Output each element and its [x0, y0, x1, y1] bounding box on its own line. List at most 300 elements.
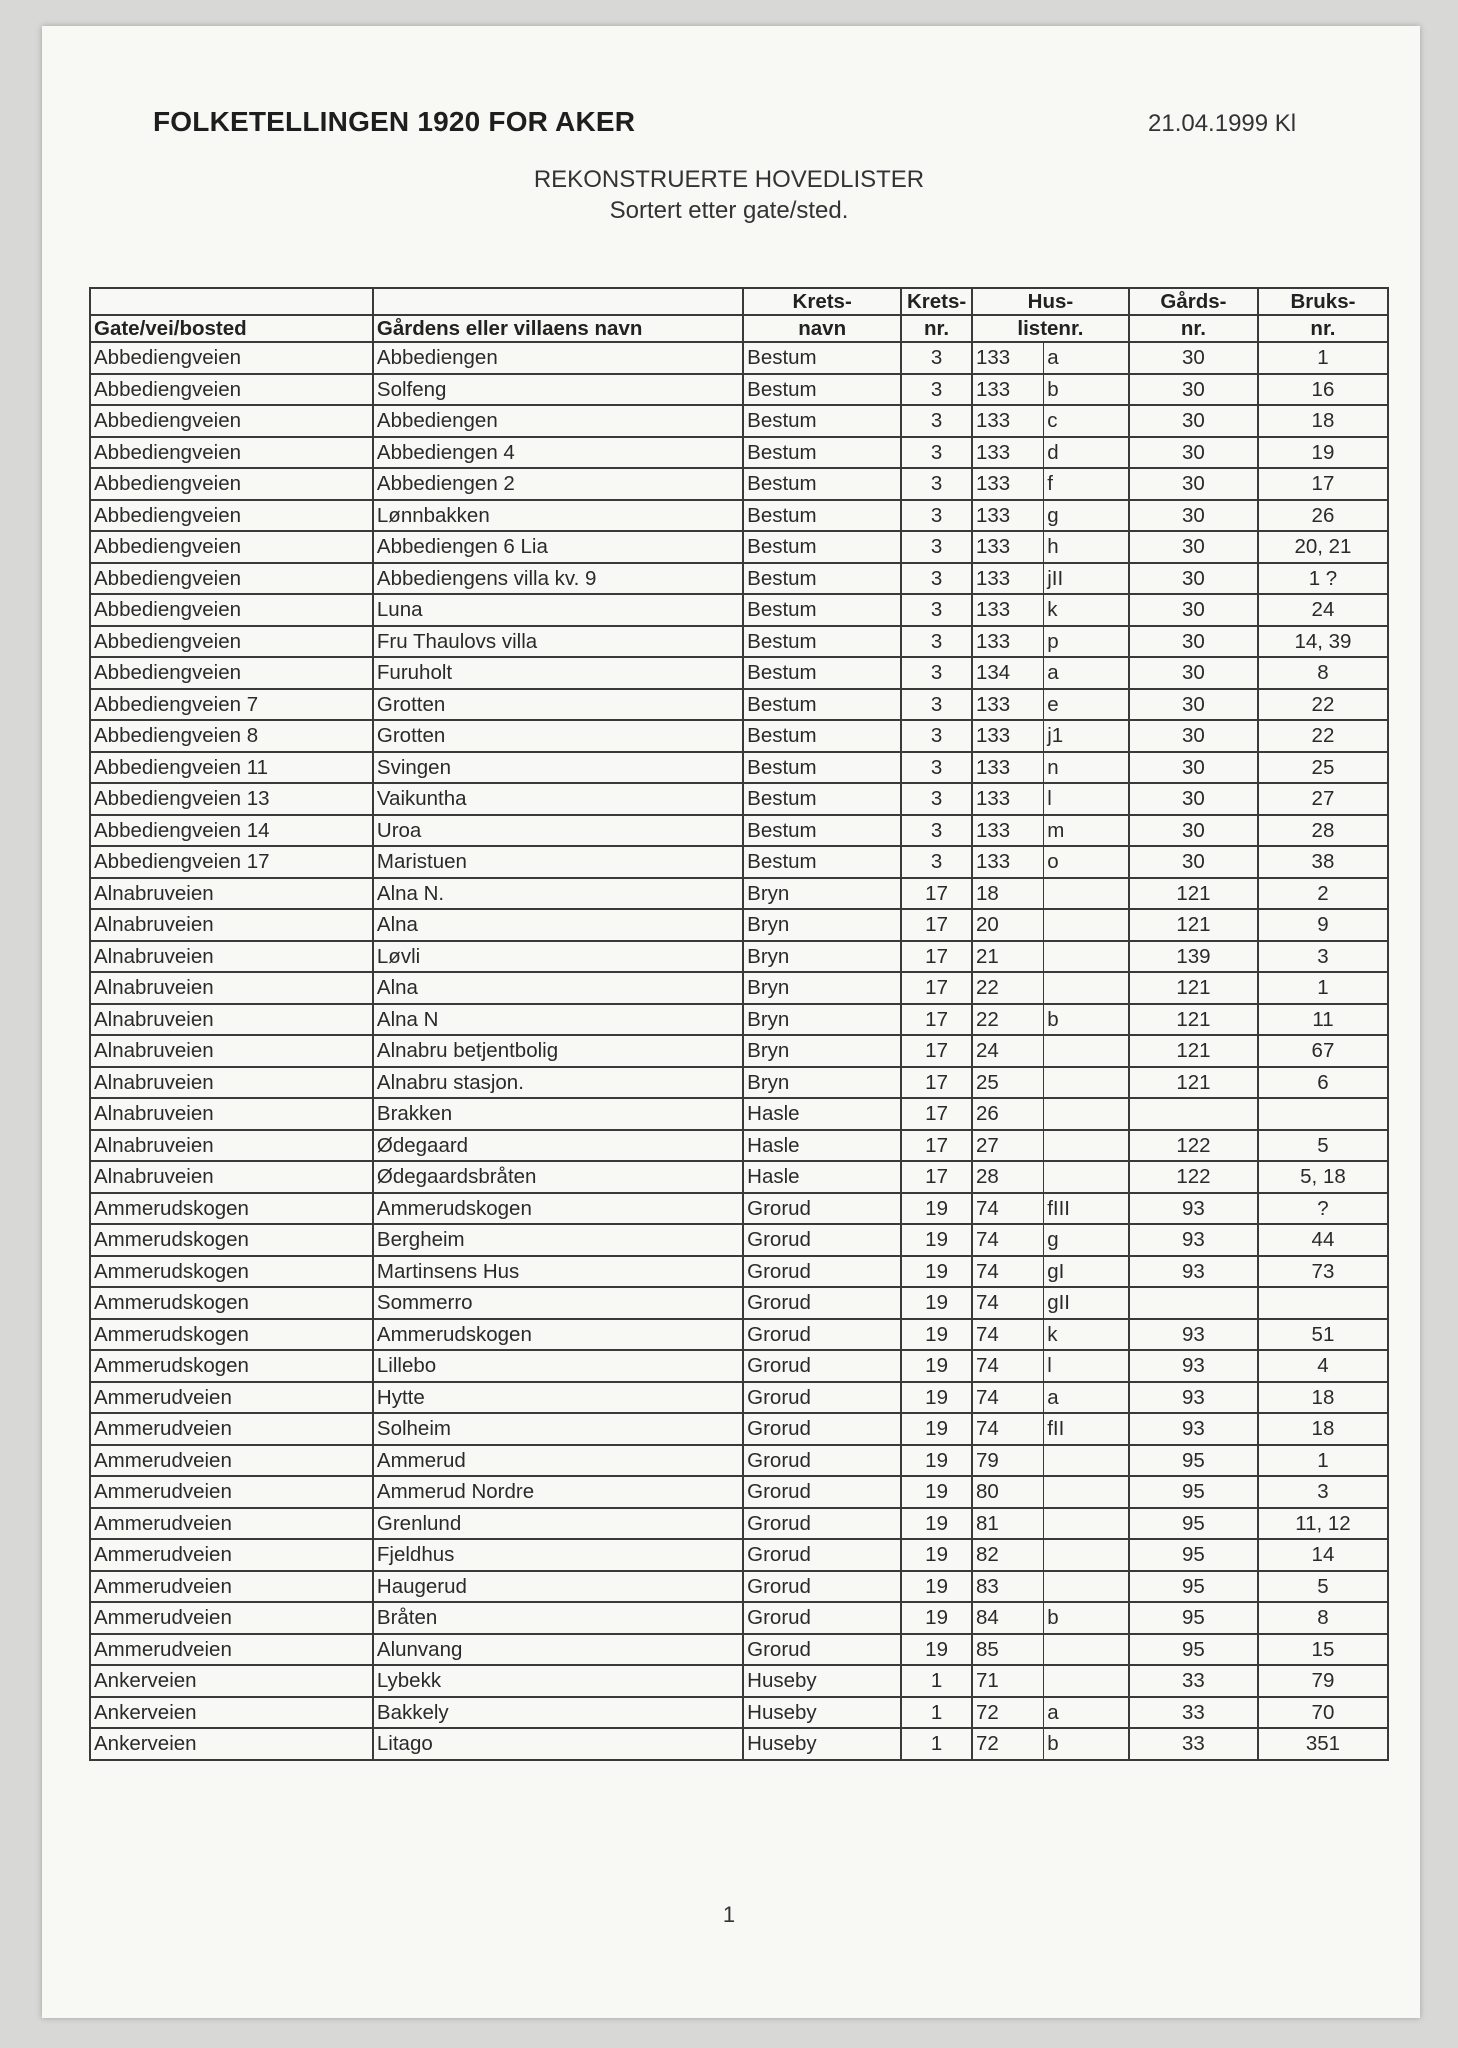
krets-navn-cell: Bestum — [743, 657, 901, 689]
farm-cell: Løvli — [373, 941, 743, 973]
bruks-nr-cell: 73 — [1258, 1256, 1388, 1288]
krets-navn-cell: Bestum — [743, 342, 901, 374]
house-suffix-cell: m — [1044, 815, 1129, 847]
bruks-nr-cell: 22 — [1258, 720, 1388, 752]
table-row — [90, 405, 1388, 437]
house-list-cell: 133 — [972, 342, 1044, 374]
house-suffix-cell: g — [1044, 1224, 1129, 1256]
street-cell: Abbediengveien 14 — [90, 815, 373, 847]
house-list-cell: 72 — [972, 1697, 1044, 1729]
gards-nr-cell: 93 — [1129, 1256, 1258, 1288]
house-suffix-cell: o — [1044, 846, 1129, 878]
krets-nr-cell: 19 — [901, 1508, 972, 1540]
table-row — [90, 500, 1388, 532]
farm-cell: Grotten — [373, 720, 743, 752]
farm-cell: Lillebo — [373, 1350, 743, 1382]
krets-nr-cell: 19 — [901, 1224, 972, 1256]
house-suffix-cell: d — [1044, 437, 1129, 469]
farm-cell: Lønnbakken — [373, 500, 743, 532]
bruks-nr-cell: 6 — [1258, 1067, 1388, 1099]
street-cell: Ammerudveien — [90, 1571, 373, 1603]
farm-cell: Maristuen — [373, 846, 743, 878]
house-list-cell: 134 — [972, 657, 1044, 689]
bruks-nr-cell: 18 — [1258, 1413, 1388, 1445]
house-list-cell: 18 — [972, 878, 1044, 910]
krets-nr-cell: 17 — [901, 1067, 972, 1099]
bruks-nr-cell: 3 — [1258, 941, 1388, 973]
krets-nr-cell: 3 — [901, 720, 972, 752]
krets-nr-cell: 17 — [901, 1098, 972, 1130]
table-row — [90, 1382, 1388, 1414]
gards-nr-cell: 93 — [1129, 1193, 1258, 1225]
house-suffix-cell — [1044, 1130, 1129, 1162]
house-suffix-cell: jII — [1044, 563, 1129, 595]
table-row — [90, 1319, 1388, 1351]
krets-nr-cell: 1 — [901, 1665, 972, 1697]
krets-nr-cell: 3 — [901, 437, 972, 469]
page-number: 1 — [722, 1902, 736, 1927]
table-row — [90, 342, 1388, 374]
farm-cell: Alunvang — [373, 1634, 743, 1666]
house-suffix-cell — [1044, 1161, 1129, 1193]
krets-navn-cell: Bestum — [743, 815, 901, 847]
house-list-cell: 20 — [972, 909, 1044, 941]
bruks-nr-cell: 28 — [1258, 815, 1388, 847]
subtitle-line-1: REKONSTRUERTE HOVEDLISTER — [533, 166, 925, 193]
table-row — [90, 815, 1388, 847]
farm-cell: Hytte — [373, 1382, 743, 1414]
krets-navn-cell: Bestum — [743, 720, 901, 752]
house-list-cell: 81 — [972, 1508, 1044, 1540]
gards-nr-cell: 95 — [1129, 1634, 1258, 1666]
krets-nr-cell: 3 — [901, 626, 972, 658]
street-cell: Ankerveien — [90, 1665, 373, 1697]
gards-nr-cell: 122 — [1129, 1161, 1258, 1193]
street-cell: Ammerudveien — [90, 1476, 373, 1508]
house-list-cell: 25 — [972, 1067, 1044, 1099]
header-bruks: nr. — [1258, 315, 1388, 342]
gards-nr-cell: 93 — [1129, 1350, 1258, 1382]
gards-nr-cell: 30 — [1129, 626, 1258, 658]
bruks-nr-cell: 26 — [1258, 500, 1388, 532]
gards-nr-cell: 30 — [1129, 342, 1258, 374]
street-cell: Alnabruveien — [90, 941, 373, 973]
house-suffix-cell: g — [1044, 500, 1129, 532]
farm-cell: Ammerudskogen — [373, 1319, 743, 1351]
street-cell: Abbediengveien 17 — [90, 846, 373, 878]
house-suffix-cell — [1044, 1035, 1129, 1067]
gards-nr-cell: 30 — [1129, 594, 1258, 626]
house-suffix-cell — [1044, 1539, 1129, 1571]
gards-nr-cell: 30 — [1129, 846, 1258, 878]
gards-nr-cell: 139 — [1129, 941, 1258, 973]
krets-navn-cell: Grorud — [743, 1319, 901, 1351]
farm-cell: Abbediengen 2 — [373, 468, 743, 500]
bruks-nr-cell: 38 — [1258, 846, 1388, 878]
street-cell: Ammerudskogen — [90, 1287, 373, 1319]
house-suffix-cell — [1044, 1476, 1129, 1508]
krets-nr-cell: 1 — [901, 1697, 972, 1729]
table-row — [90, 594, 1388, 626]
table-row — [90, 468, 1388, 500]
street-cell: Abbediengveien — [90, 342, 373, 374]
krets-navn-cell: Bestum — [743, 374, 901, 406]
bruks-nr-cell: 2 — [1258, 878, 1388, 910]
farm-cell: Litago — [373, 1728, 743, 1760]
farm-cell: Abbediengen 4 — [373, 437, 743, 469]
bruks-nr-cell: 70 — [1258, 1697, 1388, 1729]
house-list-cell: 74 — [972, 1413, 1044, 1445]
krets-navn-cell: Bestum — [743, 783, 901, 815]
gards-nr-cell: 95 — [1129, 1571, 1258, 1603]
gards-nr-cell: 30 — [1129, 783, 1258, 815]
house-list-cell: 82 — [972, 1539, 1044, 1571]
house-suffix-cell: b — [1044, 1004, 1129, 1036]
krets-nr-cell: 19 — [901, 1413, 972, 1445]
table-row — [90, 1697, 1388, 1729]
house-list-cell: 72 — [972, 1728, 1044, 1760]
table-row — [90, 1098, 1388, 1130]
farm-cell: Fru Thaulovs villa — [373, 626, 743, 658]
farm-cell: Ødegaardsbråten — [373, 1161, 743, 1193]
krets-navn-cell: Grorud — [743, 1413, 901, 1445]
house-list-cell: 133 — [972, 720, 1044, 752]
krets-navn-cell: Bryn — [743, 941, 901, 973]
house-suffix-cell: p — [1044, 626, 1129, 658]
gards-nr-cell: 30 — [1129, 720, 1258, 752]
header-street-top — [90, 288, 373, 315]
table-row — [90, 1476, 1388, 1508]
street-cell: Alnabruveien — [90, 1130, 373, 1162]
table-row — [90, 563, 1388, 595]
bruks-nr-cell: 11, 12 — [1258, 1508, 1388, 1540]
table-row — [90, 1634, 1388, 1666]
street-cell: Abbediengveien 7 — [90, 689, 373, 721]
krets-nr-cell: 17 — [901, 1035, 972, 1067]
krets-navn-cell: Bestum — [743, 563, 901, 595]
header-hus: listenr. — [972, 315, 1129, 342]
street-cell: Alnabruveien — [90, 1161, 373, 1193]
gards-nr-cell: 95 — [1129, 1476, 1258, 1508]
street-cell: Alnabruveien — [90, 1035, 373, 1067]
street-cell: Alnabruveien — [90, 1098, 373, 1130]
street-cell: Alnabruveien — [90, 909, 373, 941]
krets-nr-cell: 19 — [901, 1350, 972, 1382]
header-krets-navn-top: Krets- — [743, 288, 901, 315]
krets-navn-cell: Bestum — [743, 752, 901, 784]
krets-nr-cell: 17 — [901, 909, 972, 941]
farm-cell: Grenlund — [373, 1508, 743, 1540]
bruks-nr-cell: 18 — [1258, 405, 1388, 437]
farm-cell: Grotten — [373, 689, 743, 721]
house-suffix-cell — [1044, 1634, 1129, 1666]
krets-navn-cell: Bryn — [743, 1067, 901, 1099]
document-date: 21.04.1999 Kl — [1148, 110, 1297, 137]
street-cell: Ammerudveien — [90, 1508, 373, 1540]
house-list-cell: 85 — [972, 1634, 1044, 1666]
bruks-nr-cell: 25 — [1258, 752, 1388, 784]
gards-nr-cell: 30 — [1129, 531, 1258, 563]
farm-cell: Martinsens Hus — [373, 1256, 743, 1288]
street-cell: Ammerudveien — [90, 1413, 373, 1445]
street-cell: Ammerudveien — [90, 1634, 373, 1666]
street-cell: Alnabruveien — [90, 1004, 373, 1036]
krets-navn-cell: Bestum — [743, 405, 901, 437]
house-suffix-cell — [1044, 1571, 1129, 1603]
table-row — [90, 752, 1388, 784]
street-cell: Ammerudveien — [90, 1539, 373, 1571]
house-list-cell: 21 — [972, 941, 1044, 973]
bruks-nr-cell: 1 ? — [1258, 563, 1388, 595]
house-suffix-cell — [1044, 909, 1129, 941]
krets-navn-cell: Bestum — [743, 689, 901, 721]
gards-nr-cell: 121 — [1129, 1004, 1258, 1036]
street-cell: Abbediengveien — [90, 500, 373, 532]
krets-navn-cell: Grorud — [743, 1382, 901, 1414]
krets-navn-cell: Huseby — [743, 1697, 901, 1729]
farm-cell: Ødegaard — [373, 1130, 743, 1162]
house-suffix-cell: l — [1044, 783, 1129, 815]
house-list-cell: 133 — [972, 689, 1044, 721]
krets-navn-cell: Grorud — [743, 1350, 901, 1382]
house-list-cell: 83 — [972, 1571, 1044, 1603]
bruks-nr-cell: 8 — [1258, 1602, 1388, 1634]
house-suffix-cell: f — [1044, 468, 1129, 500]
farm-cell: Ammerud — [373, 1445, 743, 1477]
house-suffix-cell — [1044, 1098, 1129, 1130]
table-row — [90, 1665, 1388, 1697]
house-list-cell: 71 — [972, 1665, 1044, 1697]
bruks-nr-cell: 1 — [1258, 1445, 1388, 1477]
bruks-nr-cell: 44 — [1258, 1224, 1388, 1256]
bruks-nr-cell: 51 — [1258, 1319, 1388, 1351]
table-row — [90, 531, 1388, 563]
bruks-nr-cell: 14, 39 — [1258, 626, 1388, 658]
bruks-nr-cell: 1 — [1258, 342, 1388, 374]
street-cell: Alnabruveien — [90, 972, 373, 1004]
bruks-nr-cell: 17 — [1258, 468, 1388, 500]
header-farm: Gårdens eller villaens navn — [373, 315, 743, 342]
table-row — [90, 374, 1388, 406]
farm-cell: Abbediengens villa kv. 9 — [373, 563, 743, 595]
house-suffix-cell: k — [1044, 1319, 1129, 1351]
gards-nr-cell: 121 — [1129, 909, 1258, 941]
farm-cell: Alna N. — [373, 878, 743, 910]
table-row — [90, 1067, 1388, 1099]
house-suffix-cell: fIII — [1044, 1193, 1129, 1225]
house-list-cell: 28 — [972, 1161, 1044, 1193]
krets-nr-cell: 19 — [901, 1193, 972, 1225]
house-list-cell: 84 — [972, 1602, 1044, 1634]
krets-navn-cell: Bestum — [743, 626, 901, 658]
gards-nr-cell — [1129, 1098, 1258, 1130]
gards-nr-cell: 30 — [1129, 563, 1258, 595]
krets-nr-cell: 3 — [901, 342, 972, 374]
street-cell: Abbediengveien 11 — [90, 752, 373, 784]
farm-cell: Luna — [373, 594, 743, 626]
bruks-nr-cell: 14 — [1258, 1539, 1388, 1571]
table-row — [90, 783, 1388, 815]
bruks-nr-cell: 3 — [1258, 1476, 1388, 1508]
krets-nr-cell: 3 — [901, 846, 972, 878]
house-suffix-cell: a — [1044, 1697, 1129, 1729]
house-list-cell: 74 — [972, 1224, 1044, 1256]
street-cell: Abbediengveien — [90, 594, 373, 626]
krets-navn-cell: Huseby — [743, 1665, 901, 1697]
table-row — [90, 689, 1388, 721]
bruks-nr-cell: 18 — [1258, 1382, 1388, 1414]
bruks-nr-cell: 8 — [1258, 657, 1388, 689]
krets-nr-cell: 19 — [901, 1571, 972, 1603]
gards-nr-cell: 30 — [1129, 752, 1258, 784]
krets-nr-cell: 17 — [901, 972, 972, 1004]
header-krets-nr-top: Krets- — [901, 288, 972, 315]
gards-nr-cell: 95 — [1129, 1508, 1258, 1540]
krets-navn-cell: Bestum — [743, 468, 901, 500]
street-cell: Ammerudskogen — [90, 1350, 373, 1382]
house-list-cell: 133 — [972, 437, 1044, 469]
street-cell: Abbediengveien — [90, 405, 373, 437]
house-suffix-cell: j1 — [1044, 720, 1129, 752]
bruks-nr-cell: 5 — [1258, 1571, 1388, 1603]
header-row-bottom — [90, 315, 1388, 342]
bruks-nr-cell: 27 — [1258, 783, 1388, 815]
krets-nr-cell: 17 — [901, 941, 972, 973]
house-list-cell: 22 — [972, 1004, 1044, 1036]
street-cell: Abbediengveien 8 — [90, 720, 373, 752]
gards-nr-cell: 121 — [1129, 878, 1258, 910]
street-cell: Abbediengveien — [90, 626, 373, 658]
gards-nr-cell: 33 — [1129, 1665, 1258, 1697]
krets-navn-cell: Bestum — [743, 531, 901, 563]
gards-nr-cell: 33 — [1129, 1697, 1258, 1729]
house-list-cell: 74 — [972, 1382, 1044, 1414]
table-row — [90, 1571, 1388, 1603]
table-body — [90, 342, 1388, 1760]
table-row — [90, 1539, 1388, 1571]
krets-navn-cell: Bryn — [743, 972, 901, 1004]
bruks-nr-cell: ? — [1258, 1193, 1388, 1225]
street-cell: Abbediengveien — [90, 468, 373, 500]
krets-nr-cell: 19 — [901, 1287, 972, 1319]
krets-nr-cell: 19 — [901, 1539, 972, 1571]
street-cell: Abbediengveien — [90, 531, 373, 563]
bruks-nr-cell: 5, 18 — [1258, 1161, 1388, 1193]
krets-navn-cell: Bestum — [743, 437, 901, 469]
table-row — [90, 657, 1388, 689]
krets-nr-cell: 19 — [901, 1319, 972, 1351]
bruks-nr-cell: 19 — [1258, 437, 1388, 469]
house-suffix-cell — [1044, 878, 1129, 910]
subtitle-line-2: Sortert etter gate/sted. — [609, 197, 849, 224]
street-cell: Ankerveien — [90, 1728, 373, 1760]
house-suffix-cell — [1044, 941, 1129, 973]
house-list-cell: 74 — [972, 1350, 1044, 1382]
krets-navn-cell: Grorud — [743, 1571, 901, 1603]
table-row — [90, 1256, 1388, 1288]
table-row — [90, 1287, 1388, 1319]
gards-nr-cell: 93 — [1129, 1413, 1258, 1445]
krets-navn-cell: Bryn — [743, 878, 901, 910]
house-list-cell: 133 — [972, 594, 1044, 626]
krets-navn-cell: Bryn — [743, 1035, 901, 1067]
house-list-cell: 133 — [972, 815, 1044, 847]
street-cell: Ankerveien — [90, 1697, 373, 1729]
bruks-nr-cell: 4 — [1258, 1350, 1388, 1382]
house-list-cell: 80 — [972, 1476, 1044, 1508]
house-suffix-cell — [1044, 972, 1129, 1004]
header-krets-nr: nr. — [901, 315, 972, 342]
krets-nr-cell: 3 — [901, 374, 972, 406]
gards-nr-cell: 121 — [1129, 1067, 1258, 1099]
krets-nr-cell: 3 — [901, 531, 972, 563]
krets-navn-cell: Bestum — [743, 594, 901, 626]
krets-navn-cell: Grorud — [743, 1224, 901, 1256]
table-row — [90, 1035, 1388, 1067]
street-cell: Abbediengveien 13 — [90, 783, 373, 815]
gards-nr-cell: 121 — [1129, 972, 1258, 1004]
krets-navn-cell: Hasle — [743, 1161, 901, 1193]
gards-nr-cell: 93 — [1129, 1382, 1258, 1414]
krets-navn-cell: Bryn — [743, 909, 901, 941]
farm-cell: Alna — [373, 972, 743, 1004]
gards-nr-cell — [1129, 1287, 1258, 1319]
bruks-nr-cell: 1 — [1258, 972, 1388, 1004]
table-row — [90, 1161, 1388, 1193]
farm-cell: Bakkely — [373, 1697, 743, 1729]
table-row — [90, 846, 1388, 878]
farm-cell: Fjeldhus — [373, 1539, 743, 1571]
farm-cell: Haugerud — [373, 1571, 743, 1603]
farm-cell: Ammerudskogen — [373, 1193, 743, 1225]
krets-nr-cell: 1 — [901, 1728, 972, 1760]
krets-nr-cell: 19 — [901, 1476, 972, 1508]
krets-nr-cell: 3 — [901, 500, 972, 532]
farm-cell: Ammerud Nordre — [373, 1476, 743, 1508]
table-row — [90, 1193, 1388, 1225]
krets-nr-cell: 17 — [901, 1161, 972, 1193]
street-cell: Ammerudveien — [90, 1382, 373, 1414]
krets-nr-cell: 19 — [901, 1382, 972, 1414]
gards-nr-cell: 30 — [1129, 657, 1258, 689]
table-row — [90, 1602, 1388, 1634]
gards-nr-cell: 95 — [1129, 1602, 1258, 1634]
header-hus-top: Hus- — [972, 288, 1129, 315]
farm-cell: Solfeng — [373, 374, 743, 406]
house-list-cell: 133 — [972, 752, 1044, 784]
house-suffix-cell: a — [1044, 657, 1129, 689]
house-suffix-cell: h — [1044, 531, 1129, 563]
gards-nr-cell: 30 — [1129, 374, 1258, 406]
krets-navn-cell: Huseby — [743, 1728, 901, 1760]
farm-cell: Svingen — [373, 752, 743, 784]
bruks-nr-cell: 79 — [1258, 1665, 1388, 1697]
street-cell: Ammerudskogen — [90, 1319, 373, 1351]
table-row — [90, 1728, 1388, 1760]
street-cell: Alnabruveien — [90, 1067, 373, 1099]
table-row — [90, 1413, 1388, 1445]
house-list-cell: 133 — [972, 500, 1044, 532]
house-list-cell: 133 — [972, 563, 1044, 595]
farm-cell: Brakken — [373, 1098, 743, 1130]
krets-navn-cell: Bryn — [743, 1004, 901, 1036]
krets-nr-cell: 3 — [901, 405, 972, 437]
header-farm-top — [373, 288, 743, 315]
farm-cell: Uroa — [373, 815, 743, 847]
farm-cell: Bråten — [373, 1602, 743, 1634]
street-cell: Abbediengveien — [90, 437, 373, 469]
krets-nr-cell: 19 — [901, 1634, 972, 1666]
